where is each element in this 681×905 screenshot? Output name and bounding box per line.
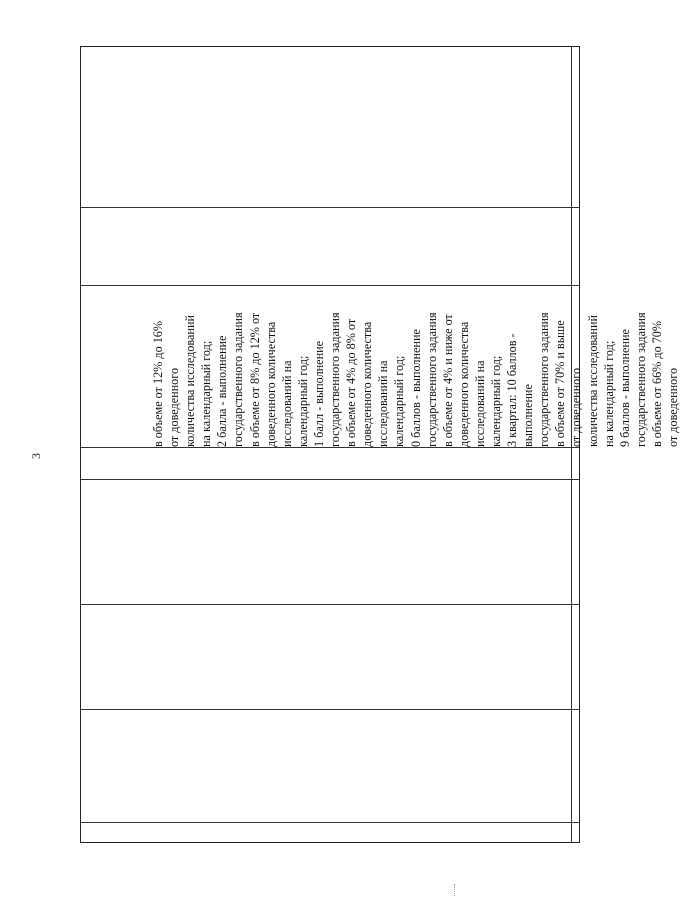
cell-line: государственного задания <box>537 312 552 447</box>
column-divider <box>81 822 579 823</box>
cell-line: 9 баллов - выполнение <box>617 329 632 447</box>
cell-line: 1 балл - выполнение <box>311 340 326 447</box>
cell-line: в объеме от 4% до 8% от <box>344 318 359 447</box>
cell-line: на календарный год; <box>601 340 616 447</box>
cell-line: в объеме от 66% до 70% <box>649 320 664 447</box>
column-divider <box>81 479 579 480</box>
cell-line: государственного задания <box>231 312 246 447</box>
cell-line: от доведенного <box>666 367 680 447</box>
scan-artifact <box>454 884 458 896</box>
cell-line: календарный год; <box>295 355 310 447</box>
cell-line: доведенного количества <box>360 321 375 447</box>
criteria-cell <box>150 312 680 457</box>
cell-line: календарный год; <box>488 355 503 447</box>
cell-line: доведенного количества <box>456 321 471 447</box>
cell-line: календарный год; <box>392 355 407 447</box>
cell-line: 0 баллов - выполнение <box>408 329 423 447</box>
cell-line: в объеме от 70% и выше <box>553 320 568 447</box>
page-number: 3 <box>29 453 43 459</box>
rotated-table <box>80 46 680 843</box>
column-divider <box>81 709 579 710</box>
criteria-text <box>150 0 681 447</box>
cell-line: на календарный год; <box>199 340 214 447</box>
cell-line: 2 балла - выполнение <box>215 335 230 447</box>
cell-line: государственного задания <box>424 312 439 447</box>
cell-line: исследований на <box>376 360 391 447</box>
cell-line: в объеме от 12% до 16% <box>151 320 165 447</box>
cell-line: в объеме от 8% до 12% от <box>247 312 262 447</box>
cell-line: количества исследований <box>585 314 600 447</box>
column-divider <box>81 604 579 605</box>
cell-line: в объеме от 4% и ниже от <box>440 314 455 447</box>
cell-line: от доведенного <box>569 367 584 447</box>
cell-line: 3 квартал: 10 баллов - <box>505 333 520 447</box>
cell-line: выполнение <box>521 384 536 447</box>
cell-line: исследований на <box>279 360 294 447</box>
cell-line: государственного задания <box>633 312 648 447</box>
cell-line: государственного задания <box>328 312 343 447</box>
cell-line: доведенного количества <box>263 321 278 447</box>
cell-line: исследований на <box>472 360 487 447</box>
cell-line: от доведенного <box>167 367 182 447</box>
cell-line: количества исследований <box>183 314 198 447</box>
